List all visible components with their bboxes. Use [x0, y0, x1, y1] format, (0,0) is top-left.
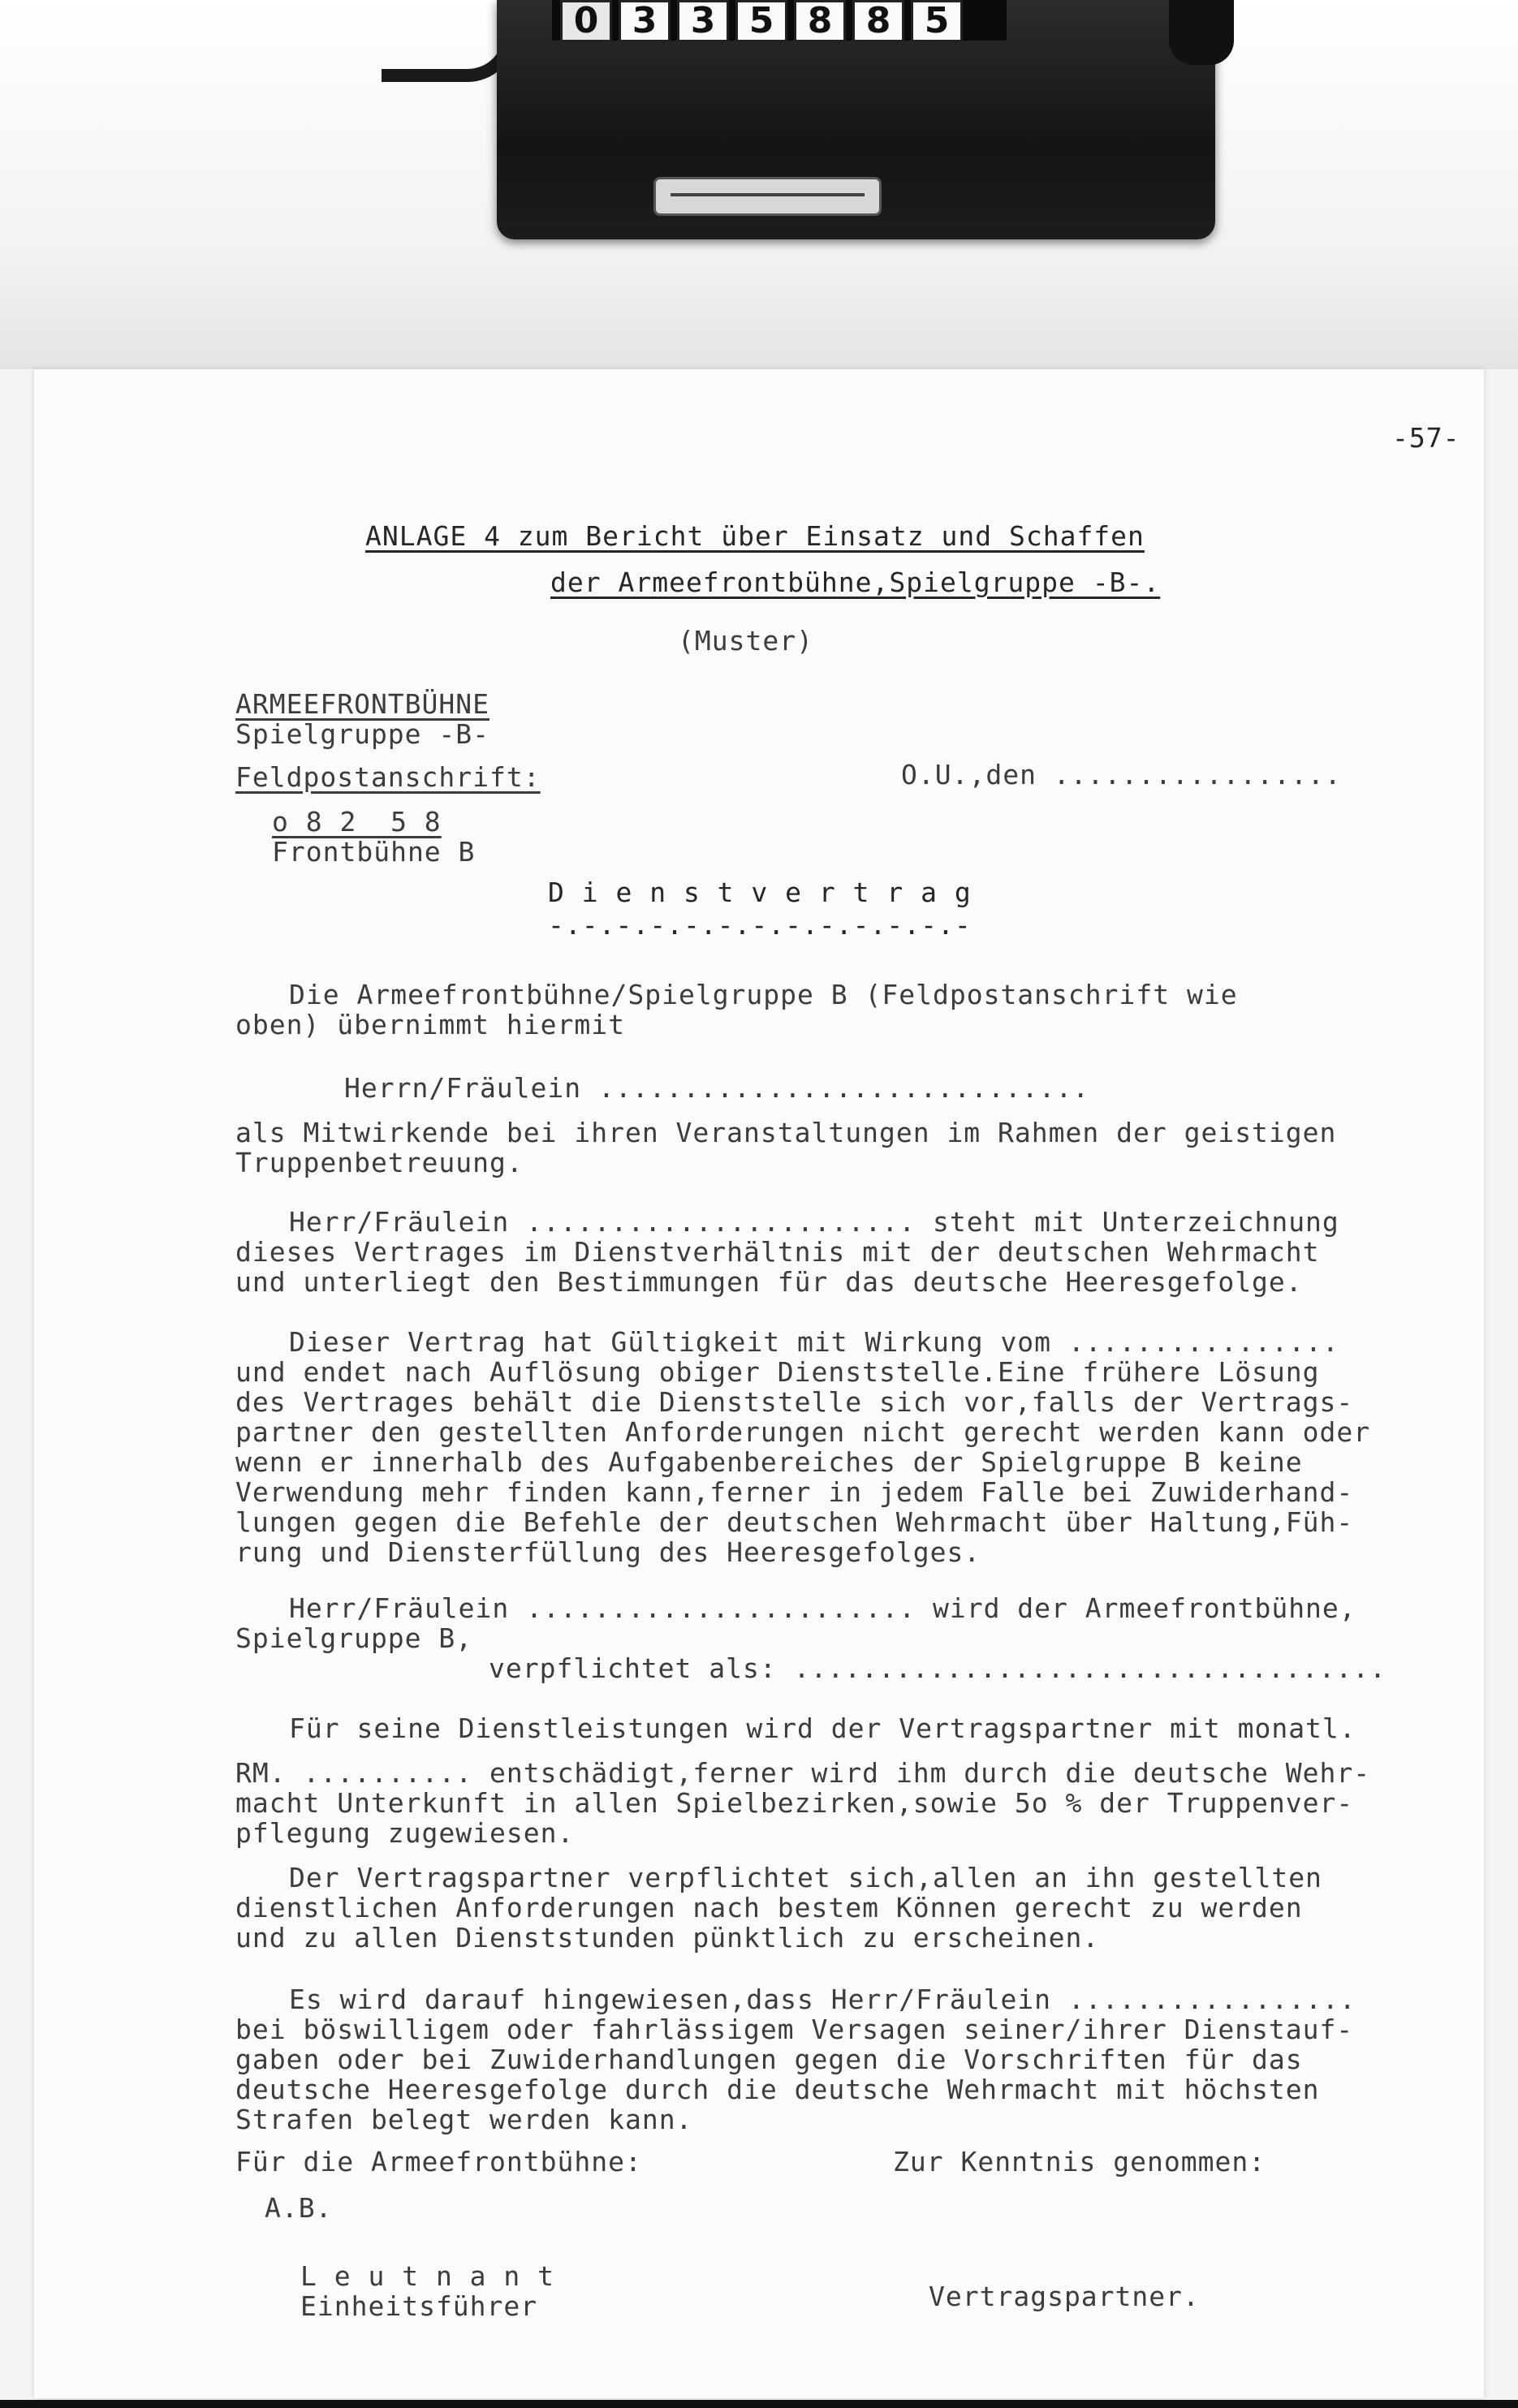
- counter-digit: 5: [911, 0, 963, 42]
- scan-edge: [0, 2400, 1518, 2408]
- page-number: -57-: [1392, 422, 1460, 454]
- counter-digit: 5: [735, 0, 787, 42]
- sender-line-1: ARMEEFRONTBÜHNE: [235, 688, 490, 720]
- para4-line: Verwendung mehr finden kann,ferner in jedem Falle bei Zuwiderhand-: [235, 1476, 1354, 1508]
- para7-line: Der Vertragspartner verpflichtet sich,allen an ihn gestellten: [289, 1862, 1322, 1893]
- sign-rank: L e u t n a n t: [300, 2260, 555, 2292]
- para4-line: und endet nach Auflösung obiger Dienststelle.Eine frühere Lösung: [235, 1356, 1320, 1388]
- counter-digit: 0: [560, 0, 612, 42]
- counter-knob: [1169, 0, 1234, 65]
- sign-left-label: Für die Armeefrontbühne:: [235, 2146, 642, 2178]
- para1-line: oben) übernimmt hiermit: [235, 1009, 625, 1040]
- para4-line: rung und Diensterfüllung des Heeresgefolges.: [235, 1536, 981, 1568]
- para4-line: wenn er innerhalb des Aufgabenbereiches der Spielgruppe B keine: [235, 1446, 1303, 1478]
- counter-display: [552, 0, 1007, 41]
- counter-digit: 8: [794, 0, 846, 42]
- header-note: (Muster): [678, 625, 813, 657]
- para6-line: macht Unterkunft in allen Spielbezirken,sowie 5o % der Truppenver-: [235, 1787, 1354, 1819]
- sign-initials: A.B.: [265, 2192, 333, 2224]
- sender-line-2: Spielgruppe -B-: [235, 718, 490, 750]
- sign-role: Einheitsführer: [300, 2290, 538, 2322]
- para8-line: Strafen belegt werden kann.: [235, 2104, 693, 2135]
- para8-line: bei böswilligem oder fahrlässigem Versagen seiner/ihrer Dienstauf-: [235, 2014, 1354, 2045]
- para1-line: Die Armeefrontbühne/Spielgruppe B (Feldpostanschrift wie: [289, 979, 1238, 1010]
- para5-line: Herr/Fräulein ....................... wird der Armeefrontbühne,: [289, 1592, 1356, 1624]
- title-underline: -.-.-.-.-.-.-.-.-.-.-.-.-: [548, 909, 972, 941]
- para2-line: als Mitwirkende bei ihren Veranstaltungen im Rahmen der geistigen: [235, 1117, 1337, 1148]
- place-date: O.U.,den .................: [901, 759, 1342, 790]
- para5-line: Spielgruppe B,: [235, 1622, 473, 1654]
- sender-line-3: Feldpostanschrift:: [235, 761, 541, 793]
- para2-line: Truppenbetreuung.: [235, 1147, 524, 1178]
- sign-partner: Vertragspartner.: [929, 2281, 1200, 2312]
- para8-line: deutsche Heeresgefolge durch die deutsche Wehrmacht mit höchsten: [235, 2074, 1320, 2105]
- para5-line: verpflichtet als: ...................................: [489, 1652, 1386, 1684]
- document-title: D i e n s t v e r t r a g: [548, 877, 972, 908]
- para6-line: RM. .......... entschädigt,ferner wird ihm durch die deutsche Wehr-: [235, 1757, 1371, 1789]
- sender-number: o 8 2 5 8: [272, 806, 442, 838]
- header-line-1: ANLAGE 4 zum Bericht über Einsatz und Schaffen: [365, 520, 1145, 552]
- counter-digit: 3: [677, 0, 729, 42]
- para4-line: Dieser Vertrag hat Gültigkeit mit Wirkung vom ................: [289, 1326, 1339, 1358]
- sender-line-4: Frontbühne B: [272, 836, 476, 868]
- para3-line: dieses Vertrages im Dienstverhältnis mit der deutschen Wehrmacht: [235, 1236, 1320, 1268]
- counter-nameplate: [653, 177, 882, 216]
- para6-line: Für seine Dienstleistungen wird der Vertragspartner mit monatl.: [289, 1712, 1356, 1744]
- header-line-2: der Armeefrontbühne,Spielgruppe -B-.: [550, 566, 1161, 598]
- para7-line: und zu allen Dienststunden pünktlich zu erscheinen.: [235, 1922, 1100, 1954]
- para4-line: partner den gestellten Anforderungen nicht gerecht werden kann oder: [235, 1416, 1371, 1448]
- counter-digit: 8: [852, 0, 904, 42]
- counter-digit: 3: [619, 0, 671, 42]
- para7-line: dienstlichen Anforderungen nach bestem Können gerecht zu werden: [235, 1892, 1303, 1923]
- sign-right-label: Zur Kenntnis genommen:: [893, 2146, 1266, 2178]
- para4-line: lungen gegen die Befehle der deutschen Wehrmacht über Haltung,Füh-: [235, 1506, 1354, 1538]
- para4-line: des Vertrages behält die Dienststelle sich vor,falls der Vertrags-: [235, 1386, 1354, 1418]
- para6-line: pflegung zugewiesen.: [235, 1817, 575, 1849]
- herr-line: Herrn/Fräulein .............................: [344, 1072, 1090, 1104]
- photo-background: [0, 0, 1518, 369]
- para8-line: Es wird darauf hingewiesen,dass Herr/Fräulein .................: [289, 1984, 1356, 2015]
- para3-line: Herr/Fräulein ....................... steht mit Unterzeichnung: [289, 1206, 1339, 1238]
- para3-line: und unterliegt den Bestimmungen für das deutsche Heeresgefolge.: [235, 1266, 1303, 1298]
- para8-line: gaben oder bei Zuwiderhandlungen gegen die Vorschriften für das: [235, 2044, 1303, 2075]
